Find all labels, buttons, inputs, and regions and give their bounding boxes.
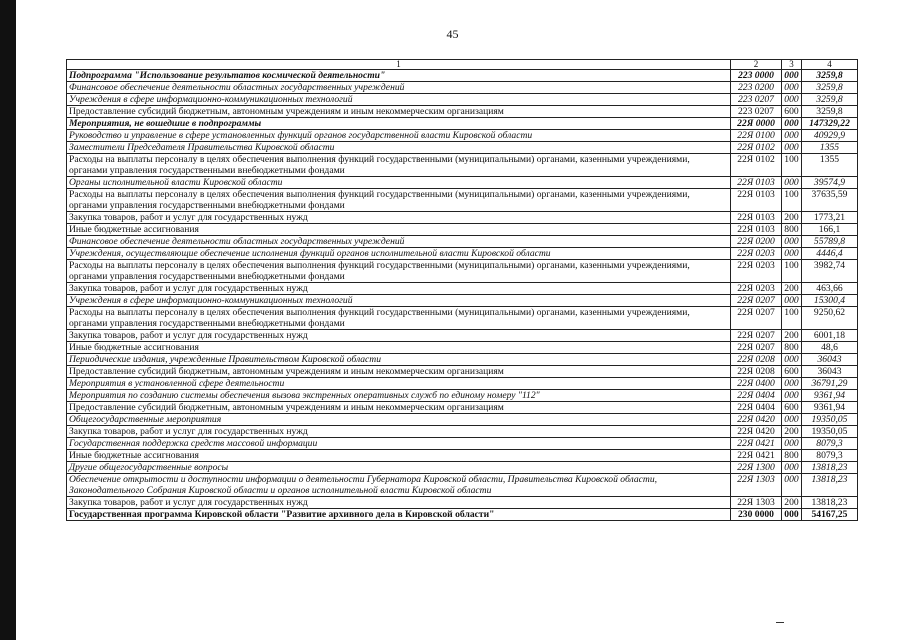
row-kvr-cell: 100 [782, 154, 802, 177]
row-code-cell: 22Я 0207 [731, 307, 782, 330]
row-code-cell: 22Я 0400 [731, 378, 782, 390]
row-kvr-cell: 800 [782, 342, 802, 354]
row-kvr-cell: 000 [782, 82, 802, 94]
row-sum-cell: 39574,9 [802, 177, 858, 189]
row-code-cell: 22Я 0420 [731, 414, 782, 426]
table-row [67, 462, 858, 474]
table-row [67, 154, 858, 177]
row-sum-cell: 54167,25 [802, 509, 858, 521]
row-sum-cell: 19350,05 [802, 414, 858, 426]
table-row [67, 212, 858, 224]
row-kvr-cell: 000 [782, 130, 802, 142]
row-kvr-cell: 000 [782, 177, 802, 189]
row-name-cell: Подпрограмма "Использование результатов космической деятельности" [67, 70, 731, 82]
row-sum-cell: 3259,8 [802, 106, 858, 118]
row-code-cell: 22Я 0421 [731, 438, 782, 450]
row-kvr-cell: 000 [782, 462, 802, 474]
row-code-cell: 22Я 0421 [731, 450, 782, 462]
row-sum-cell: 1355 [802, 154, 858, 177]
row-sum-cell: 48,6 [802, 342, 858, 354]
row-sum-cell: 13818,23 [802, 474, 858, 497]
row-name-cell: Мероприятия по созданию системы обеспечения вызова экстренных оперативных служб по единому номеру "112" [67, 390, 731, 402]
row-sum-cell: 13818,23 [802, 462, 858, 474]
row-code-cell: 22Я 0203 [731, 260, 782, 283]
row-name-cell: Финансовое обеспечение деятельности областных государственных учреждений [67, 82, 731, 94]
row-kvr-cell: 600 [782, 366, 802, 378]
row-name-cell: Закупка товаров, работ и услуг для государственных нужд [67, 283, 731, 295]
row-kvr-cell: 200 [782, 212, 802, 224]
row-name-cell: Расходы на выплаты персоналу в целях обеспечения выполнения функций государственными (муниципальными) органами, казенными учреждениями, органами управления государственными внебюджетными фондами [67, 189, 731, 212]
row-sum-cell: 13818,23 [802, 497, 858, 509]
row-kvr-cell: 100 [782, 189, 802, 212]
row-code-cell: 223 0207 [731, 94, 782, 106]
row-kvr-cell: 200 [782, 283, 802, 295]
row-kvr-cell: 000 [782, 295, 802, 307]
table-row [67, 248, 858, 260]
row-kvr-cell: 100 [782, 260, 802, 283]
row-code-cell: 22Я 0207 [731, 330, 782, 342]
table-row [67, 354, 858, 366]
table-row [67, 509, 858, 521]
table-row [67, 295, 858, 307]
row-code-cell: 22Я 0103 [731, 224, 782, 236]
column-header-sum: 4 [802, 60, 858, 70]
row-name-cell: Закупка товаров, работ и услуг для государственных нужд [67, 497, 731, 509]
row-code-cell: 22Я 0208 [731, 366, 782, 378]
row-kvr-cell: 000 [782, 142, 802, 154]
row-code-cell: 22Я 0102 [731, 142, 782, 154]
row-sum-cell: 40929,9 [802, 130, 858, 142]
row-kvr-cell: 000 [782, 248, 802, 260]
row-name-cell: Другие общегосударственные вопросы [67, 462, 731, 474]
row-name-cell: Расходы на выплаты персоналу в целях обеспечения выполнения функций государственными (муниципальными) органами, казенными учреждениями, органами управления государственными внебюджетными фондами [67, 260, 731, 283]
row-kvr-cell: 000 [782, 390, 802, 402]
row-name-cell: Государственная программа Кировской области "Развитие архивного дела в Кировской области" [67, 509, 731, 521]
column-header-code: 2 [731, 60, 782, 70]
row-kvr-cell: 000 [782, 70, 802, 82]
row-name-cell: Финансовое обеспечение деятельности областных государственных учреждений [67, 236, 731, 248]
row-name-cell: Мероприятия, не вошедшие в подпрограммы [67, 118, 731, 130]
row-code-cell: 223 0207 [731, 106, 782, 118]
row-kvr-cell: 000 [782, 414, 802, 426]
row-name-cell: Закупка товаров, работ и услуг для государственных нужд [67, 426, 731, 438]
row-name-cell: Предоставление субсидий бюджетным, автономным учреждениям и иным некоммерческим организациям [67, 106, 731, 118]
row-code-cell: 22Я 0207 [731, 342, 782, 354]
table-row [67, 438, 858, 450]
table-row [67, 224, 858, 236]
row-kvr-cell: 000 [782, 118, 802, 130]
table-row [67, 189, 858, 212]
row-name-cell: Государственная поддержка средств массовой информации [67, 438, 731, 450]
row-sum-cell: 3982,74 [802, 260, 858, 283]
table-row [67, 330, 858, 342]
table-row [67, 426, 858, 438]
row-code-cell: 223 0000 [731, 70, 782, 82]
row-kvr-cell: 100 [782, 307, 802, 330]
budget-table [66, 59, 858, 521]
row-name-cell: Учреждения в сфере информационно-коммуникационных технологий [67, 295, 731, 307]
row-kvr-cell: 200 [782, 330, 802, 342]
table-row [67, 497, 858, 509]
budget-table-body [67, 60, 858, 521]
row-name-cell: Мероприятия в установленной сфере деятельности [67, 378, 731, 390]
row-sum-cell: 15300,4 [802, 295, 858, 307]
row-sum-cell: 9250,62 [802, 307, 858, 330]
row-name-cell: Иные бюджетные ассигнования [67, 224, 731, 236]
row-code-cell: 22Я 0420 [731, 426, 782, 438]
row-kvr-cell: 200 [782, 497, 802, 509]
row-code-cell: 22Я 0102 [731, 154, 782, 177]
table-row [67, 414, 858, 426]
row-sum-cell: 55789,8 [802, 236, 858, 248]
row-kvr-cell: 000 [782, 378, 802, 390]
table-row [67, 390, 858, 402]
column-header-kvr: 3 [782, 60, 802, 70]
row-name-cell: Общегосударственные мероприятия [67, 414, 731, 426]
page-number: 45 [446, 27, 459, 41]
scan-edge-shadow [0, 0, 16, 640]
row-name-cell: Учреждения в сфере информационно-коммуникационных технологий [67, 94, 731, 106]
row-code-cell: 22Я 0200 [731, 236, 782, 248]
row-code-cell: 223 0200 [731, 82, 782, 94]
row-sum-cell: 9361,94 [802, 390, 858, 402]
row-name-cell: Иные бюджетные ассигнования [67, 342, 731, 354]
row-name-cell: Закупка товаров, работ и услуг для государственных нужд [67, 330, 731, 342]
row-kvr-cell: 200 [782, 426, 802, 438]
row-kvr-cell: 600 [782, 402, 802, 414]
row-code-cell: 22Я 0208 [731, 354, 782, 366]
table-row [67, 236, 858, 248]
row-name-cell: Обеспечение открытости и доступности информации о деятельности Губернатора Кировской области, Правительства Кировской области, Законодательного Собрания Кировской области и органов исполнительной власти Кировской области [67, 474, 731, 497]
row-sum-cell: 147329,22 [802, 118, 858, 130]
table-row [67, 94, 858, 106]
row-sum-cell: 9361,94 [802, 402, 858, 414]
row-code-cell: 22Я 0000 [731, 118, 782, 130]
row-sum-cell: 36043 [802, 366, 858, 378]
row-name-cell: Предоставление субсидий бюджетным, автономным учреждениям и иным некоммерческим организациям [67, 402, 731, 414]
table-row [67, 402, 858, 414]
row-name-cell: Периодические издания, учрежденные Правительством Кировской области [67, 354, 731, 366]
row-kvr-cell: 800 [782, 224, 802, 236]
row-name-cell: Органы исполнительной власти Кировской области [67, 177, 731, 189]
row-sum-cell: 4446,4 [802, 248, 858, 260]
table-row [67, 283, 858, 295]
table-row [67, 474, 858, 497]
row-kvr-cell: 600 [782, 106, 802, 118]
row-name-cell: Заместители Председателя Правительства Кировской области [67, 142, 731, 154]
table-row [67, 70, 858, 82]
row-code-cell: 22Я 0103 [731, 212, 782, 224]
row-sum-cell: 36043 [802, 354, 858, 366]
row-code-cell: 22Я 0404 [731, 402, 782, 414]
table-row [67, 307, 858, 330]
row-sum-cell: 3259,8 [802, 70, 858, 82]
table-row [67, 378, 858, 390]
row-kvr-cell: 000 [782, 509, 802, 521]
row-code-cell: 22Я 1303 [731, 474, 782, 497]
row-code-cell: 22Я 1303 [731, 497, 782, 509]
row-kvr-cell: 000 [782, 354, 802, 366]
row-name-cell: Расходы на выплаты персоналу в целях обеспечения выполнения функций государственными (муниципальными) органами, казенными учреждениями, органами управления государственными внебюджетными фондами [67, 154, 731, 177]
row-sum-cell: 8079,3 [802, 450, 858, 462]
row-kvr-cell: 000 [782, 474, 802, 497]
row-kvr-cell: 000 [782, 438, 802, 450]
row-sum-cell: 1773,21 [802, 212, 858, 224]
row-name-cell: Руководство и управление в сфере установленных функций органов государственной власти Кировской области [67, 130, 731, 142]
row-kvr-cell: 000 [782, 236, 802, 248]
row-sum-cell: 37635,59 [802, 189, 858, 212]
row-sum-cell: 3259,8 [802, 82, 858, 94]
column-header-name: 1 [67, 60, 731, 70]
row-code-cell: 22Я 0203 [731, 248, 782, 260]
table-row [67, 342, 858, 354]
table-row [67, 450, 858, 462]
row-code-cell: 22Я 0103 [731, 177, 782, 189]
table-row [67, 118, 858, 130]
row-name-cell: Расходы на выплаты персоналу в целях обеспечения выполнения функций государственными (муниципальными) органами, казенными учреждениями, органами управления государственными внебюджетными фондами [67, 307, 731, 330]
row-name-cell: Предоставление субсидий бюджетным, автономным учреждениям и иным некоммерческим организациям [67, 366, 731, 378]
row-sum-cell: 166,1 [802, 224, 858, 236]
table-row [67, 260, 858, 283]
table-row [67, 142, 858, 154]
row-code-cell: 22Я 0207 [731, 295, 782, 307]
row-code-cell: 22Я 0100 [731, 130, 782, 142]
table-header-row [67, 60, 858, 70]
row-code-cell: 22Я 0203 [731, 283, 782, 295]
row-code-cell: 230 0000 [731, 509, 782, 521]
row-kvr-cell: 800 [782, 450, 802, 462]
row-sum-cell: 3259,8 [802, 94, 858, 106]
row-kvr-cell: 000 [782, 94, 802, 106]
table-row [67, 82, 858, 94]
row-sum-cell: 8079,3 [802, 438, 858, 450]
row-sum-cell: 36791,29 [802, 378, 858, 390]
table-row [67, 130, 858, 142]
row-code-cell: 22Я 0103 [731, 189, 782, 212]
table-row [67, 366, 858, 378]
row-name-cell: Закупка товаров, работ и услуг для государственных нужд [67, 212, 731, 224]
row-name-cell: Иные бюджетные ассигнования [67, 450, 731, 462]
table-row [67, 177, 858, 189]
footer-mark [776, 622, 784, 623]
row-name-cell: Учреждения, осуществляющие обеспечение исполнения функций органов исполнительной власти Кировской области [67, 248, 731, 260]
row-sum-cell: 1355 [802, 142, 858, 154]
row-sum-cell: 463,66 [802, 283, 858, 295]
row-sum-cell: 6001,18 [802, 330, 858, 342]
row-code-cell: 22Я 1300 [731, 462, 782, 474]
row-code-cell: 22Я 0404 [731, 390, 782, 402]
table-row [67, 106, 858, 118]
row-sum-cell: 19350,05 [802, 426, 858, 438]
